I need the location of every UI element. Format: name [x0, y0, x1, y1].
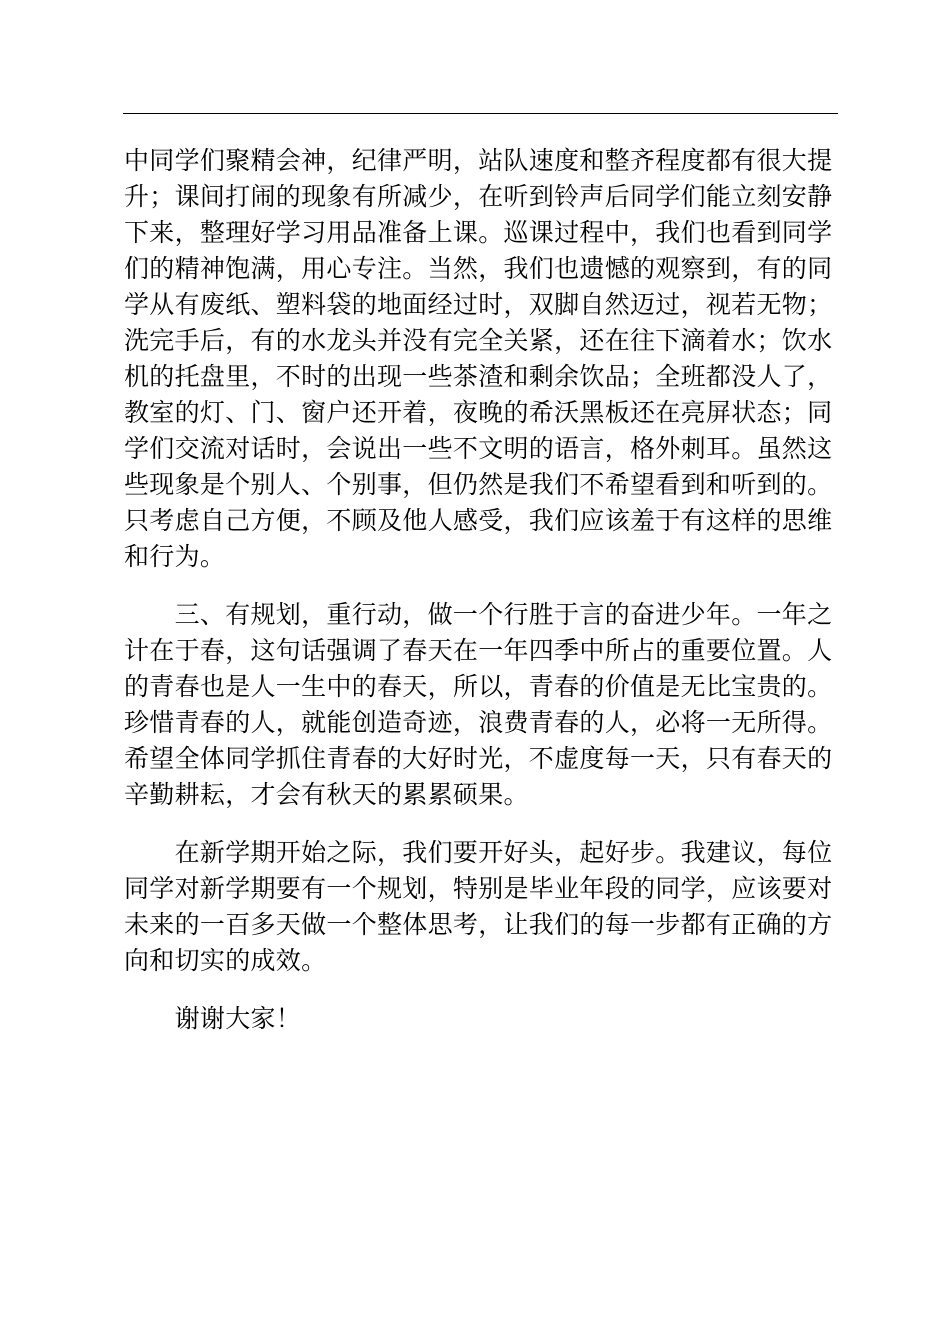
- text-line: 同学对新学期要有一个规划，特别是毕业年段的同学，应该要对: [124, 874, 833, 903]
- text-line: 学们交流对话时，会说出一些不文明的语言，格外刺耳。虽然这: [124, 434, 833, 463]
- paragraph-section-three: [124, 597, 839, 813]
- text-line: 只考虑自己方便，不顾及他人感受，我们应该羞于有这样的思维: [124, 506, 833, 535]
- text-line: 些现象是个别人、个别事，但仍然是我们不希望看到和听到的。: [124, 470, 833, 499]
- text-line: 下来，整理好学习用品准备上课。巡课过程中，我们也看到同学: [124, 218, 833, 247]
- text-line: 未来的一百多天做一个整体思考，让我们的每一步都有正确的方: [124, 910, 833, 939]
- text-line: 辛勤耕耘，才会有秋天的累累硕果。: [124, 780, 529, 809]
- paragraph-gap: [124, 813, 839, 835]
- text-line: 们的精神饱满，用心专注。当然，我们也遗憾的观察到，有的同: [124, 254, 833, 283]
- text-line: 谢谢大家！: [124, 1004, 302, 1033]
- text-line: 希望全体同学抓住青春的大好时光，不虚度每一天，只有春天的: [124, 744, 833, 773]
- text-line: 的青春也是人一生中的春天，所以，青春的价值是无比宝贵的。: [124, 672, 833, 701]
- text-line: 和行为。: [124, 542, 226, 571]
- text-line: 机的托盘里，不时的出现一些茶渣和剩余饮品；全班都没人了，: [124, 362, 833, 391]
- text-line: 升；课间打闹的现象有所减少，在听到铃声后同学们能立刻安静: [124, 182, 833, 211]
- text-line: 教室的灯、门、窗户还开着，夜晚的希沃黑板还在亮屏状态；同: [124, 398, 833, 427]
- paragraph-thanks: [124, 1001, 839, 1037]
- text-line: 洗完手后，有的水龙头并没有完全关紧，还在往下滴着水；饮水: [124, 326, 833, 355]
- paragraph-new-semester: [124, 835, 839, 979]
- text-line: 计在于春，这句话强调了春天在一年四季中所占的重要位置。人: [124, 636, 833, 665]
- document-body: [124, 143, 839, 1037]
- text-line: 中同学们聚精会神，纪律严明，站队速度和整齐程度都有很大提: [124, 146, 833, 175]
- paragraph-gap: [124, 979, 839, 1001]
- text-line: 在新学期开始之际，我们要开好头，起好步。我建议，每位: [124, 838, 833, 867]
- text-line: 向和切实的成效。: [124, 946, 327, 975]
- header-rule: [123, 113, 838, 114]
- text-line: 学从有废纸、塑料袋的地面经过时，双脚自然迈过，视若无物；: [124, 290, 833, 319]
- text-line: 珍惜青春的人，就能创造奇迹，浪费青春的人，必将一无所得。: [124, 708, 833, 737]
- paragraph-gap: [124, 575, 839, 597]
- paragraph-observations: [124, 143, 839, 575]
- text-line: 三、有规划，重行动，做一个行胜于言的奋进少年。一年之: [124, 600, 833, 629]
